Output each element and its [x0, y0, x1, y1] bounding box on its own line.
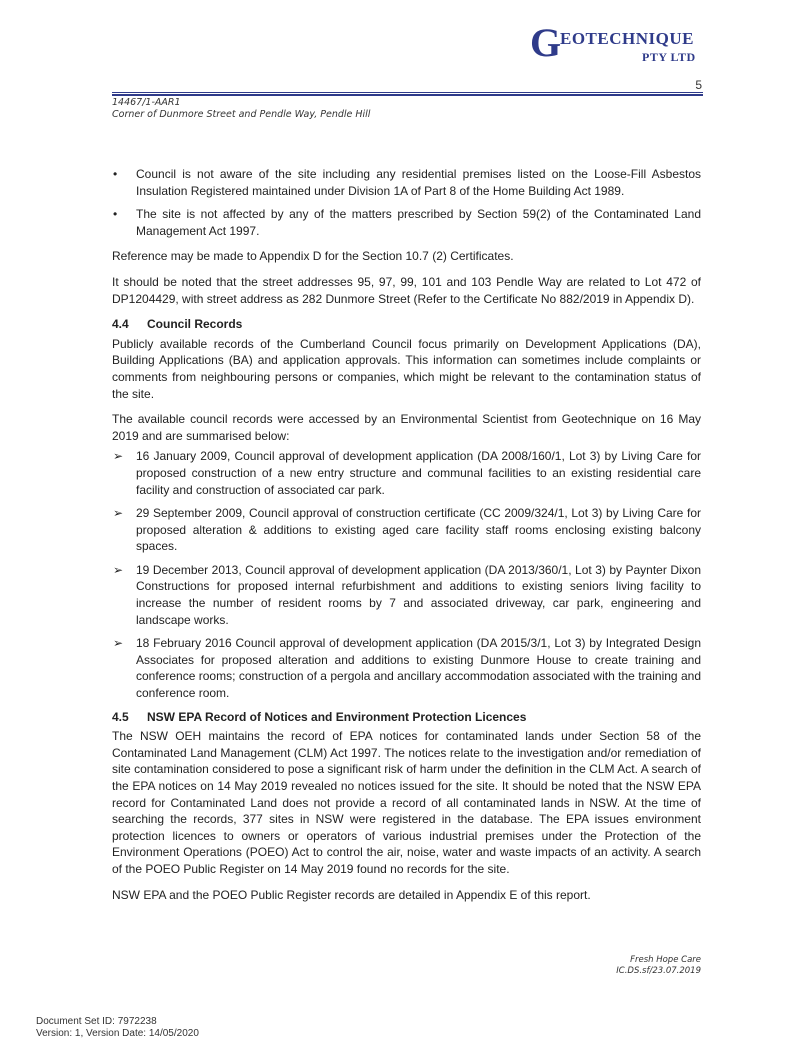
- footer-info: [616, 955, 701, 977]
- paragraph: NSW EPA and the POEO Public Register records are detailed in Appendix E of this report.: [112, 887, 591, 902]
- logo-name: EOTECHNIQUE: [560, 29, 694, 48]
- paragraph: It should be noted that the street addresses 95, 97, 99, 101 and 103 Pendle Way are related to Lot 472 of DP1204429, with street address as 282 Dunmore Street (Refer to the Certificate No 882/2019 in Appendix D).: [112, 274, 701, 306]
- section-title: NSW EPA Record of Notices and Environment Protection Licences: [147, 709, 527, 724]
- header-divider: [112, 92, 703, 93]
- document-set-id: Document Set ID: 7972238: [36, 1016, 157, 1027]
- bullet-icon: •: [113, 167, 118, 181]
- page-body: [112, 166, 701, 912]
- paragraph: The NSW OEH maintains the record of EPA notices for contaminated lands under Section 58 of the Contaminated Land Management (CLM) Act 1997. The notices relate to the investigation and/or remediation of site contamination considered to pose a significant risk of harm under the definition in the CLM Act. A search of the EPA notices on 14 May 2019 revealed no notices issued for the site. It should be noted that the NSW EPA record for Contaminated Land does not provide a record of all contaminated lands in NSW. At the time of searching the records, 377 sites in NSW were registered in the database. The EPA issues environment protection licences to owners or operators of various industrial premises under the Protection of the Environment Operations (POEO) Act to control the air, noise, water and waste impacts of an activity. A search of the POEO Public Register on 14 May 2019 found no records for the site.: [112, 729, 701, 876]
- section-heading: [112, 316, 701, 333]
- arrow-bullet-icon: ➢: [113, 636, 124, 651]
- list-item: ➢ 16 January 2009, Council approval of development application (DA 2008/160/1, Lot 3) by Living Care for proposed construction of a new entry structure and communal facilities to an existing residential care facility and construction of associated car park.: [113, 449, 701, 497]
- client-name: Fresh Hope Care: [630, 955, 701, 965]
- paragraph: The available council records were accessed by an Environmental Scientist from Geotechnique on 16 May 2019 and are summarised below:: [112, 412, 701, 443]
- paragraph: Publicly available records of the Cumberland Council focus primarily on Development Applications (DA), Building Applications (BA) and application approvals. This information can sometimes include complaints or comments from neighbouring persons or companies, which might be relevant to the contamination status of the site.: [112, 336, 701, 401]
- list-item: • Council is not aware of the site including any residential premises listed on the Loose-Fill Asbestos Insulation Registered maintained under Division 1A of Part 8 of the Home Building Act 1989.: [113, 167, 701, 198]
- document-code: IC.DS.sf/23.07.2019: [616, 966, 701, 976]
- list-item: • The site is not affected by any of the matters prescribed by Section 59(2) of the Contaminated Land Management Act 1997.: [113, 207, 701, 238]
- section-number: 4.5: [112, 709, 129, 724]
- arrow-bullet-icon: ➢: [113, 506, 124, 521]
- section-title: Council Records: [147, 317, 243, 332]
- list-item: ➢ 18 February 2016 Council approval of development application (DA 2015/3/1, Lot 3) by Integrated Design Associates for proposed alteration and additions to existing Dunmore House to create training and conference rooms; construction of a pergola and ancillary accommodation associated with the training and conference room.: [113, 636, 701, 701]
- header-divider-thick: [112, 94, 703, 96]
- arrow-bullet-icon: ➢: [113, 562, 124, 577]
- version-info: Version: 1, Version Date: 14/05/2020: [36, 1028, 199, 1039]
- arrow-bullet-icon: ➢: [113, 449, 124, 464]
- document-set-info: [36, 1016, 199, 1040]
- section-number: 4.4: [112, 317, 129, 332]
- section-heading: [112, 709, 701, 726]
- paragraph: Reference may be made to Appendix D for the Section 10.7 (2) Certificates.: [112, 249, 514, 264]
- page-number: 5: [695, 78, 702, 92]
- report-reference: 14467/1-AAR1: [112, 97, 181, 108]
- logo-initial: G: [530, 20, 562, 65]
- site-address: Corner of Dunmore Street and Pendle Way, Pendle Hill: [112, 109, 371, 120]
- bullet-icon: •: [113, 207, 118, 222]
- list-item: ➢ 19 December 2013, Council approval of development application (DA 2013/360/1, Lot 3) by Paynter Dixon Constructions for proposed internal refurbishment and additions to existing seniors living facility to increase the number of resident rooms by 7 and associated driveway, car park, engineering and landscape works.: [113, 562, 701, 627]
- list-item: ➢ 29 September 2009, Council approval of construction certificate (CC 2009/324/1, Lot 3) by Living Care for proposed alteration & additions to existing aged care facility staff rooms enclosing existing balcony spaces.: [113, 506, 701, 554]
- logo-subtitle: PTY LTD: [642, 50, 696, 64]
